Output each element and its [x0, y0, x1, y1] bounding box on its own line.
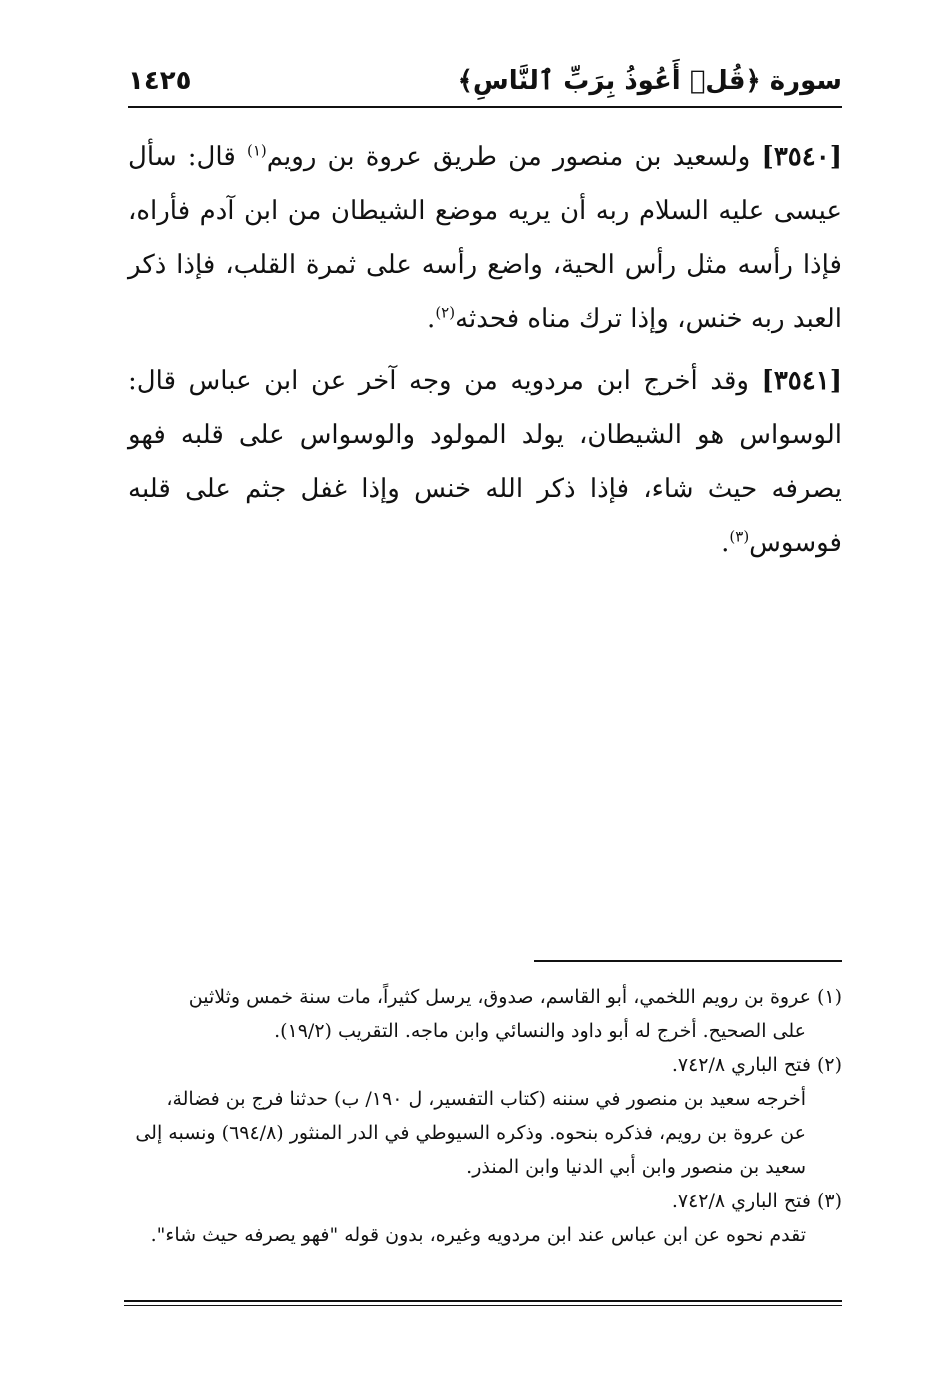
page-number: ١٤٢٥ [128, 66, 192, 96]
paragraph-3540 [128, 130, 842, 346]
footnote-line: (٣) فتح الباري ٧٤٢/٨. [671, 1190, 842, 1212]
hadith-number: [٣٥٤٠] [761, 142, 843, 172]
footnote-1 [124, 980, 842, 1048]
footnote-line: سعيد بن منصور وابن أبي الدنيا وابن المنذر. [466, 1156, 806, 1178]
footnote-ref: (٢) [435, 303, 456, 322]
footnote-separator [534, 960, 842, 962]
paragraph-end: . [427, 304, 436, 334]
footnote-line: (١) عروة بن رويم اللخمي، أبو القاسم، صدوق، يرسل كثيراً، مات سنة خمس وثلاثين [188, 986, 842, 1008]
footnote-3 [124, 1184, 842, 1252]
paragraph-text: ولسعيد بن منصور من طريق عروة بن رويم [266, 142, 751, 172]
page-header [128, 66, 842, 108]
footnote-line: عن عروة بن رويم، فذكره بنحوه. وذكره السيوطي في الدر المنثور (٦٩٤/٨) ونسبه إلى [135, 1122, 806, 1144]
footnote-line: على الصحيح. أخرج له أبو داود والنسائي وابن ماجه. التقريب (١٩/٢). [274, 1020, 806, 1042]
paragraph-text: قال: سأل عيسى عليه السلام ربه أن يريه موضع الشيطان من ابن آدم فأراه، فإذا رأسه مثل رأس الحية، واضع رأسه على ثمرة القلب، فإذا ذكر العبد ربه خنس، وإذا ترك مناه فحدثه [128, 142, 842, 334]
footnote-ref: (٣) [729, 527, 750, 546]
footnote-line: أخرجه سعيد بن منصور في سننه (كتاب التفسير، ل ١٩٠/ ب) حدثنا فرج بن فضالة، [166, 1088, 806, 1110]
footnotes [124, 980, 842, 1252]
footnote-2 [124, 1048, 842, 1184]
footnote-line: تقدم نحوه عن ابن عباس عند ابن مردويه وغيره، بدون قوله "فهو يصرفه حيث شاء". [150, 1224, 806, 1246]
paragraph-end: . [721, 528, 730, 558]
footnote-line: (٢) فتح الباري ٧٤٢/٨. [671, 1054, 842, 1076]
bottom-rule [124, 1300, 842, 1306]
footnote-ref: (١) [246, 141, 267, 160]
hadith-number: [٣٥٤١] [761, 366, 843, 396]
main-text [128, 130, 842, 578]
surah-title: سورة ﴿قُلۡ أَعُوذُ بِرَبِّ ٱلنَّاسِ﴾ [457, 66, 842, 96]
paragraph-text: وقد أخرج ابن مردويه من وجه آخر عن ابن عباس قال: الوسواس هو الشيطان، يولد المولود والوسواس على قلبه فهو يصرفه حيث شاء، فإذا ذكر الله خنس وإذا غفل جثم على قلبه فوسوس [128, 366, 842, 558]
paragraph-3541 [128, 354, 842, 570]
